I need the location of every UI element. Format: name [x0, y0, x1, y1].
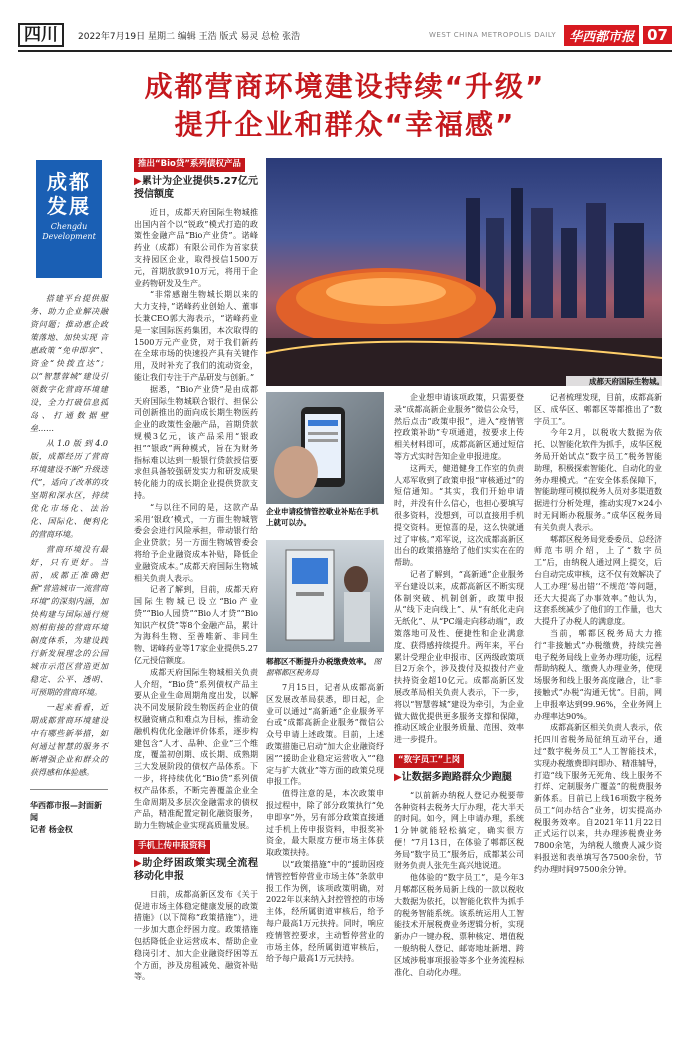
section-1-heading: [134, 175, 258, 201]
section-2-heading: [134, 857, 258, 883]
page-header: [18, 22, 672, 48]
credit-reporter: 记者 杨金权: [30, 825, 73, 834]
article-paragraph: 他体验的“数字员工”，是今年3月郫都区税务局新上线的一款以税收大数据为依托，以智能化软件为抓手的税务智能系统。该系统运用人工智能技术开展税费业务逻辑分析，实现新办户一键办税、票种核定、增值税一般纳税人登记、邮寄地址新增、跨区域涉税事项报验等多个业务流程标准化、自动化办理。: [394, 873, 524, 977]
article-paragraph: 郫都区税务局党委委员、总经济师范韦明介绍，上了“数字员工”后，由纳税人通过网上提交，后台自动完成审核，这不仅有效解决了人工办理‘易出错’‘不规范’等问题，还大大提高了办事效率。”他认为，这套系统减少了他们的工作量，也大大提升了办税人的满意度。: [534, 534, 662, 627]
article-paragraph: 近日，成都天府国际生物城推出国内首个以“锐政”模式打造的政策性金融产品“Bio产业贷”。诺峰药业（成都）有限公司作为首家获支持园区企业，取得授信1500万元，首期放款910万元，将用于企业药物研发及生产。: [134, 207, 258, 288]
tax-photo-caption: [266, 656, 384, 678]
column-2b: [266, 682, 384, 1038]
article-paragraph: “以前新办纳税人登记办税要带各种资料去税务大厅办理，花大半天的时间。如今，网上申请办理，系统1分钟就能轻松搞定，确实很方便！”7月13日，在体验了郫都区税务局“数字员工”服务后，成都某公司财务负责人张先生高兴地说道。: [394, 790, 524, 871]
article-paragraph: 当前，郫都区税务局大力推行“非接触式”办税缴费，持续完善电子税务局线上业务办理功能，远程帮助纳税人、缴费人办理业务，使现场服务和线上服务高度融合，让“非接触式”办税“沟通无忧”。目前，网上申报率达到99.96%，全业务网上办理率达90%。: [534, 628, 662, 721]
column-4: [534, 392, 662, 1038]
biotech-city-photo: [266, 158, 662, 386]
intro-paragraph: 一起来看看，近期成都营商环境建设中有哪些新举措，如何通过智慧的服务不断增强企业和群众的获得感和体验感。: [30, 703, 108, 777]
tax-caption-text: 郫都区不断提升办税缴费效率。: [266, 657, 371, 666]
phone-icon: [266, 392, 384, 504]
issue-info: 2022年7月19日 星期二 编辑 王浩 版式 易灵 总检 张浩: [78, 31, 301, 42]
article-paragraph: 今年2月，以税收大数据为依托、以智能化软件为抓手，成华区税务局开始试点“数字员工”税务智能助理，积极探索智能化、自动化的业务办理模式。“在安全体系保障下，智能助理可模拟税务人员对多渠道数据进行分析处理，推动实现7×24小时无间断办税服务。”成华区税务局有关负责人表示。: [534, 428, 662, 532]
main-photo: [266, 158, 662, 386]
section-1-tag: 推出“Bio贷”系列债权产品: [134, 158, 245, 172]
page-number: 07: [643, 26, 672, 44]
article-paragraph: 成都天府国际生物城相关负责人介绍，“Bio贷”系列债权产品主要从企业生命周期角度出发，以解决不同发展阶段生物医药企业的债权融资痛点和难点为目标，推动金融机构优化金融评价体系，逐步构建包含“人才、品种、企业”三个维度，覆盖初创期、成长期、成熟期三大发展阶段的债权产品体系。下一步，将持续优化“Bio贷”系列债权产品体系，不断完善覆盖企业全生命周期及多层次金融需求的债权产品，精准配置定制化融资服务，助力生物城企业实现高质量发展。: [134, 667, 258, 831]
intro-paragraph: 搭建平台提供服务、助力企业解决融资问题；推动惠企政策落地、加快实现 音惠政策 “免申即享”、资金“快拨直达”；以“智慧蓉城”建设引领数字化营商环境建设，全力打破信息孤岛、打通数据壁垒……: [30, 294, 108, 433]
badge-subtitle: Chengdu Development: [42, 222, 96, 241]
headline-line-2: 提升企业和群众“幸福感”: [174, 108, 516, 141]
article-paragraph: 以“政策措施”中的“援助因疫情管控暂停营业市场主体”条款申报工作为例，该项政策明确，对2022年以来纳入封控管控的市场主体，经所属街道审核后，给予每户最高1万元扶持。同时，响应疫情管控要求，主动暂停营业的市场主体，经所属街道审核后，给予每户最高1万元扶持。: [266, 859, 384, 964]
column-3: [394, 392, 524, 1038]
intro-text: [30, 292, 108, 779]
column-2: [134, 158, 258, 1038]
header-divider: [18, 50, 672, 52]
article-paragraph: 值得注意的是，本次政策申报过程中，除了部分政策执行“免申即享”外，另有部分政策直接通过手机上传申报资料，申报奖补资金，最大限度方便市场主体获取政策扶持。: [266, 789, 384, 858]
article-paragraph: 记者梳理发现，目前，成都高新区、成华区、郫都区等都推出了“数字员工”。: [534, 393, 662, 426]
arrow-icon: ▶: [134, 175, 142, 187]
column-badge: [36, 160, 102, 278]
tax-photo: [266, 540, 384, 652]
article-paragraph: “与以往不同的是，这款产品采用‘银政’模式，一方面生物城管委会会进行风险承担，带动银行给企业贷款；另一方面生物城管委会将给予企业融资成本补贴，降低企业融资成本。”成都天府国际生物城相关负责人表示。: [134, 502, 258, 583]
intro-paragraph: 营商环境没有最好，只有更好。当前，成都正准确把握“营造城市一流营商环境”的深刻内涵，加快构建与国际通行规则相衔接的营商环境制度体系，为建设践行新发展理念的公园城市示范区营造更加稳定、公平、透明、可预期的营商环境。: [30, 545, 108, 697]
publication-name: WEST CHINA METROPOLIS DAILY: [429, 31, 557, 39]
article-paragraph: 日前，成都高新区发布《关于促进市场主体稳定健康发展的政策措施》（以下简称“政策措施”），进一步加大惠企纾困力度。政策措施包括降低企业运营成本、帮助企业稳岗引才、加大企业融资纾困等五个方面，涉及房租减免、融资补贴等。: [134, 889, 258, 982]
headline: [0, 68, 690, 144]
main-photo-caption: 成都天府国际生物城。: [566, 376, 666, 387]
headline-line-1: 成都营商环境建设持续“升级”: [144, 70, 546, 103]
article-paragraph: 据悉，“Bio产业贷”是由成都天府国际生物城联合银行、担保公司创新推出的面向成长期生物医药企业的政策性金融产品，首期贷款规模3亿元，该产品采用“银政担”“银政”两种模式，旨在为财务指标难以达到一般银行贷款授信要求但具备较强研发实力和研发成果转化能力的成长期企业提供贷款支持。: [134, 384, 258, 500]
article-paragraph: “非常感谢生物城长期以来的大力支持，”诺峰药业创始人、董事长兼CEO郭大海表示，“诺峰药业是一家国际医药集团，本次取得的1500万元产业贷，对于我们新药在全球市场的快速投产具有关键作用，及时补充了我们的流动资金，能让我们专注于产品研发与创新。”: [134, 290, 258, 382]
arrow-icon: ▶: [394, 771, 402, 783]
section-1-heading-text: 累计为企业提供5.27亿元授信额度: [134, 175, 258, 200]
article-paragraph: 成都高新区相关负责人表示，依托四川省税务局征纳互动平台，通过“数字税务员工”人工智能技术，实现办税缴费即问即办、精准辅导，打造“线下服务无死角、线上服务不打烊、定制服务广覆盖”的税费服务新体系。目前已上线16项数字税务员工“问办结合”业务，切实提高办税服务效率。自2021年11月22日正式运行以来，共办理涉税费业务7800余笔，为纳税人缴费人减少资料报送和表单填写各7500余份，节约办理时间97500余分钟。: [534, 723, 662, 874]
tax-terminal-icon: [266, 540, 384, 652]
section-2-heading-text: 助企纾困政策实现全流程移动化申报: [134, 857, 258, 882]
article-paragraph: 企业想申请该项政策，只需要登录“成都高新企业服务”微信公众号，然后点击“政策申报”，进入“疫情管控政策补助”专项通道，按要求上传相关材料即可，成都高新区通过短信等方式实时告知企业申报进度。: [394, 393, 524, 461]
phone-photo: [266, 392, 384, 504]
article-paragraph: 这两天，健道健身工作室的负责人邓军收到了政策申报“审核通过”的短信通知。“其实，我们开始申请时，并没有什么信心，也担心要填写很多资料，没想到，可以直接用手机提交资料。更惊喜的是，这么快就通过了审核。”邓军说，这次成都高新区出台的政策措施给了他们实实在在的帮助。: [394, 463, 524, 568]
section-3-tag: “数字员工”上岗: [394, 754, 464, 768]
section-3-heading-text: 让数据多跑路群众少跑腿: [401, 771, 512, 783]
report-credit: [30, 800, 108, 836]
badge-title-2: 发展: [47, 194, 91, 218]
section-label: 四川: [18, 23, 64, 47]
left-column: [30, 160, 108, 836]
section-2-tag: 手机上传申报资料: [134, 840, 210, 854]
newspaper-logo: 华西都市报: [564, 25, 639, 46]
arrow-icon: ▶: [134, 857, 143, 869]
tax-photo-credit: 图据郫都区税务局: [266, 657, 382, 677]
divider: [30, 789, 108, 790]
section-3-heading: [394, 771, 524, 784]
phone-photo-caption: 企业申请疫情管控歇业补贴在手机上就可以办。: [266, 507, 379, 527]
article-paragraph: 记者了解到，目前，成都天府国际生物城已设立“Bio产业贷”“Bio人园贷”“Bio人才贷”“Bio知识产权贷”等8个金融产品，累计为海科生物、至善唯新、非同生物、诺峰药业等17家企业提供5.27亿元授信额度。: [134, 585, 258, 666]
article-paragraph: 记者了解到，“高新通”企业服务平台建设以来，成都高新区不断实现体制突破、机制创新，政策申报从“线下走向线上”、从“有纸化走向无纸化”、从“PC端走向移动端”，政策落地可及性、便捷性和企业满意度、获得感持续提升。两年来，平台累计受理企业申报市、区两级政策项目2万余个，涉及拨付及拟拨付产业扶持资金超10亿元。成都高新区发展改革局相关负责人表示，下一步，将以“智慧蓉城”建设为牵引，为企业做大做优提供更多服务支撑和保障，推动区域企业服务质量、范围、效率进一步提升。: [394, 569, 524, 745]
credit-org: 华西都市报—封面新闻: [30, 801, 102, 822]
badge-title-1: 成都: [47, 170, 91, 194]
article-paragraph: 7月15日，记者从成都高新区发展改革局获悉，即日起，企业可以通过“高新通”企业服务平台或“成都高新企业服务”微信公众号申请上述政策。目前，上述政策措施已启动“加大企业融资纾困”“援助企业稳定运营收入”“稳定与扩大就业”等方面的政策兑现申报工作。: [266, 683, 384, 787]
intro-paragraph: 从1.0版到4.0版，成都经历了营商环境建设不断“升级迭代”，适向了改革的攻坚期和深水区，持续优化市场化、法治化、国际化、便利化的营商环境。: [30, 439, 108, 539]
